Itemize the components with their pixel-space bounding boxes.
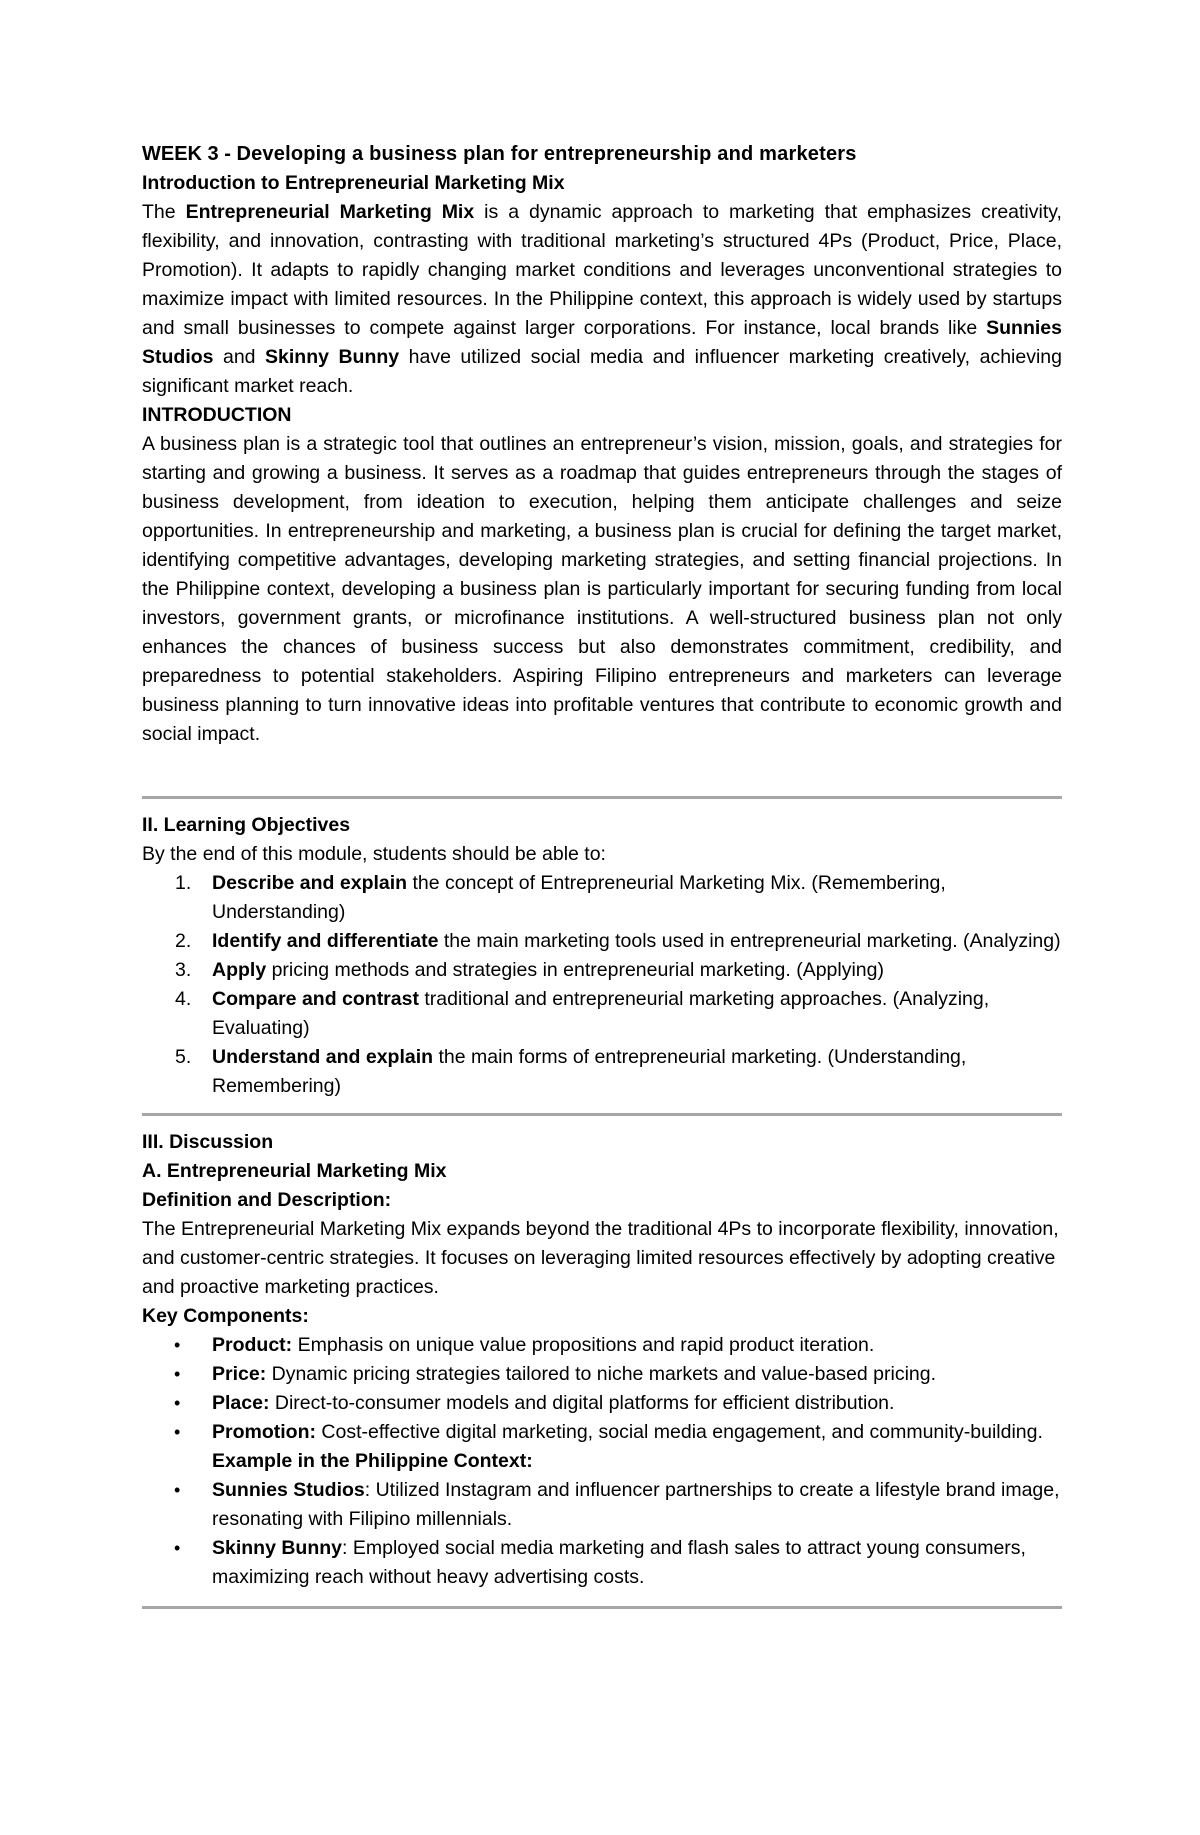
objective-item: 3. Apply pricing methods and strategies in entrepreneurial marketing. (Applying) [175,959,884,981]
component-item: • Product: Emphasis on unique value propositions and rapid product iteration. [212,1331,1062,1360]
component-item: • Price: Dynamic pricing strategies tailored to niche markets and value-based pricing. [212,1360,1062,1389]
bullet-icon: • [174,1480,181,1500]
example-item: • Skinny Bunny: Employed social media marketing and flash sales to attract young consumers, maximizing reach without heavy advertising costs. [212,1534,1062,1592]
section-divider [142,1606,1062,1609]
bullet-icon: • [174,1393,181,1413]
definition-heading: Definition and Description: [142,1189,392,1211]
document-page [142,140,1062,1609]
definition-paragraph: The Entrepreneurial Marketing Mix expands beyond the traditional 4Ps to incorporate flexibility, innovation, and customer-centric strategies. It focuses on leveraging limited resources effectively by adopting creative and proactive marketing practices. [142,1218,1059,1298]
bullet-icon: • [174,1364,181,1384]
discussion-heading: III. Discussion [142,1131,274,1153]
objective-item: 1. Describe and explain the concept of Entrepreneurial Marketing Mix. (Remembering, Understanding) [175,872,946,923]
objective-item: 2. Identify and differentiate the main marketing tools used in entrepreneurial marketing. (Analyzing) [175,930,1061,952]
week-label: WEEK 3 - [142,143,237,165]
key-components-heading: Key Components: [142,1305,309,1327]
bullet-icon: • [174,1422,181,1442]
discussion-subheading: A. Entrepreneurial Marketing Mix [142,1160,447,1182]
intro-subtitle: Introduction to Entrepreneurial Marketing Mix [142,172,565,194]
objective-item: 4. Compare and contrast traditional and entrepreneurial marketing approaches. (Analyzing, Evaluating) [175,988,990,1039]
objective-item: 5. Understand and explain the main forms of entrepreneurial marketing. (Understanding, Remembering) [175,1046,967,1097]
page-title: Developing a business plan for entrepreneurship and marketers [236,143,857,165]
bullet-icon: • [174,1335,181,1355]
bullet-icon: • [174,1538,181,1558]
objectives-lead: By the end of this module, students should be able to: [142,843,606,865]
components-list [142,1331,1062,1592]
introduction-heading: INTRODUCTION [142,404,292,426]
week-heading [142,140,1062,169]
introduction-paragraph: A business plan is a strategic tool that outlines an entrepreneur’s vision, mission, goals, and strategies for starting and growing a business. It serves as a roadmap that guides entrepreneurs through the stages of business development, from ideation to execution, helping them anticipate challenges and seize opportunities. In entrepreneurship and marketing, a business plan is crucial for defining the target market, identifying competitive advantages, developing marketing strategies, and setting financial projections. In the Philippine context, developing a business plan is particularly important for securing funding from local investors, government grants, or microfinance institutions. A well-structured business plan not only enhances the chances of business success but also demonstrates commitment, credibility, and preparedness to potential stakeholders. Aspiring Filipino entrepreneurs and marketers can leverage business planning to turn innovative ideas into profitable ventures that contribute to economic growth and social impact. [142,433,1062,745]
component-item: • Promotion: Cost-effective digital marketing, social media engagement, and community-building. Example in the Philippine Context: [212,1418,1062,1476]
intro-mix-paragraph: The Entrepreneurial Marketing Mix is a dynamic approach to marketing that emphasizes creativity, flexibility, and innovation, contrasting with traditional marketing’s structured 4Ps (Product, Price, Place, Promotion). It adapts to rapidly changing market conditions and leverages unconventional strategies to maximize impact with limited resources. In the Philippine context, this approach is widely used by startups and small businesses to compete against larger corporations. For instance, local brands like Sunnies Studios and Skinny Bunny have utilized social media and influencer marketing creatively, achieving significant market reach. [142,201,1062,397]
example-heading: Example in the Philippine Context: [212,1450,533,1472]
component-item: • Place: Direct-to-consumer models and digital platforms for efficient distribution. [212,1389,1062,1418]
example-item: • Sunnies Studios: Utilized Instagram and influencer partnerships to create a lifestyle brand image, resonating with Filipino millennials. [212,1476,1062,1534]
objectives-heading: II. Learning Objectives [142,814,351,836]
objectives-list [142,869,1062,1101]
